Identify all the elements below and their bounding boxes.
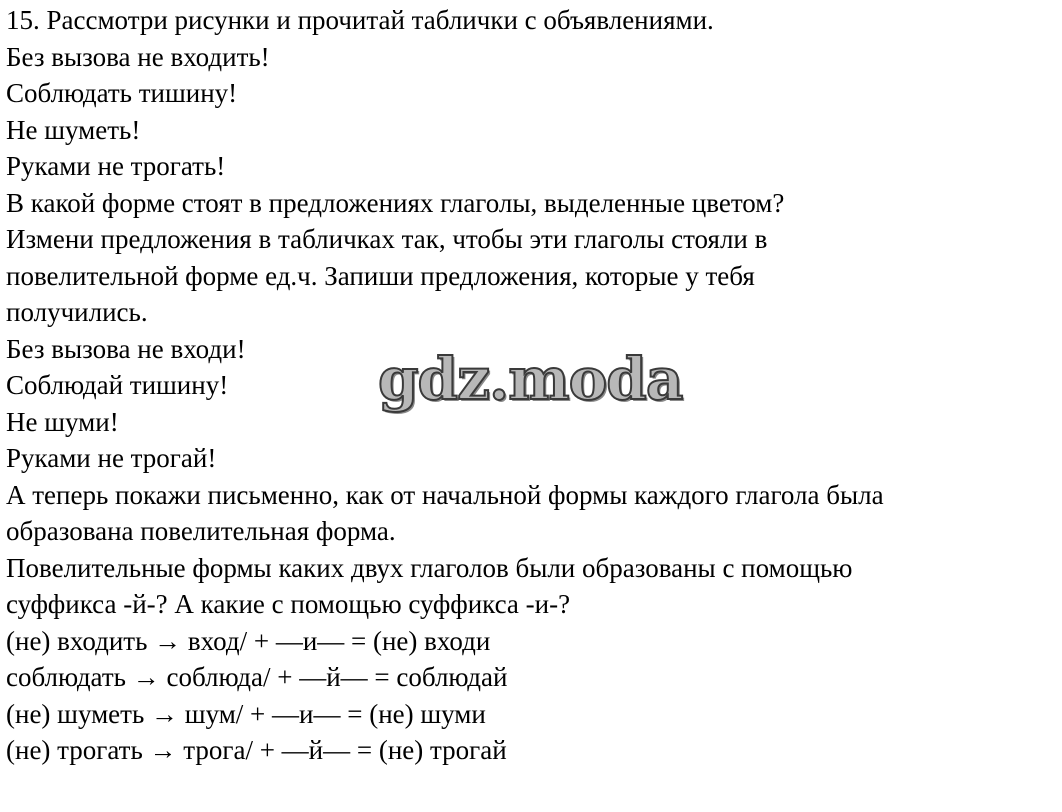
- derivation-line-4: (не) трогать → трога/ + —й— = (не) трогай: [6, 735, 507, 765]
- task2-line-2: образована повелительная форма.: [6, 516, 396, 546]
- watermark-logo: gdz.moda: [378, 345, 683, 413]
- answer-line-2: Соблюдай тишину!: [6, 370, 229, 400]
- question2-line-2: суффикса -й-? А какие с помощью суффикса -и-?: [6, 589, 571, 619]
- derivation-line-3: (не) шуметь → шум/ + —и— = (не) шуми: [6, 698, 486, 729]
- answer-line-3: Не шуми!: [6, 406, 119, 437]
- exercise-title: 15. Рассмотри рисунки и прочитай таблички с объявлениями.: [6, 5, 714, 35]
- question2-line-1: Повелительные формы каких двух глаголов были образованы с помощью: [6, 552, 853, 583]
- answer-line-1: Без вызова не входи!: [6, 333, 246, 364]
- task-line-3: получились.: [6, 297, 148, 327]
- task-line-1: Измени предложения в табличках так, чтобы эти глаголы стояли в: [6, 224, 768, 254]
- derivation-line-1: (не) входить → вход/ + —и— = (не) входи: [6, 625, 491, 656]
- task2-line-1: А теперь покажи письменно, как от начальной формы каждого глагола была: [6, 479, 884, 510]
- sign-text-1: Без вызова не входить!: [6, 41, 270, 72]
- question-line-1: В какой форме стоят в предложениях глаголы, выделенные цветом?: [6, 187, 785, 218]
- sign-text-3: Не шуметь!: [6, 114, 141, 145]
- derivation-line-2: соблюдать → соблюда/ + —й— = соблюдай: [6, 662, 508, 692]
- sign-text-2: Соблюдать тишину!: [6, 78, 238, 108]
- sign-text-4: Руками не трогать!: [6, 151, 226, 181]
- task-line-2: повелительной форме ед.ч. Запиши предложения, которые у тебя: [6, 260, 755, 291]
- answer-line-4: Руками не трогай!: [6, 443, 217, 473]
